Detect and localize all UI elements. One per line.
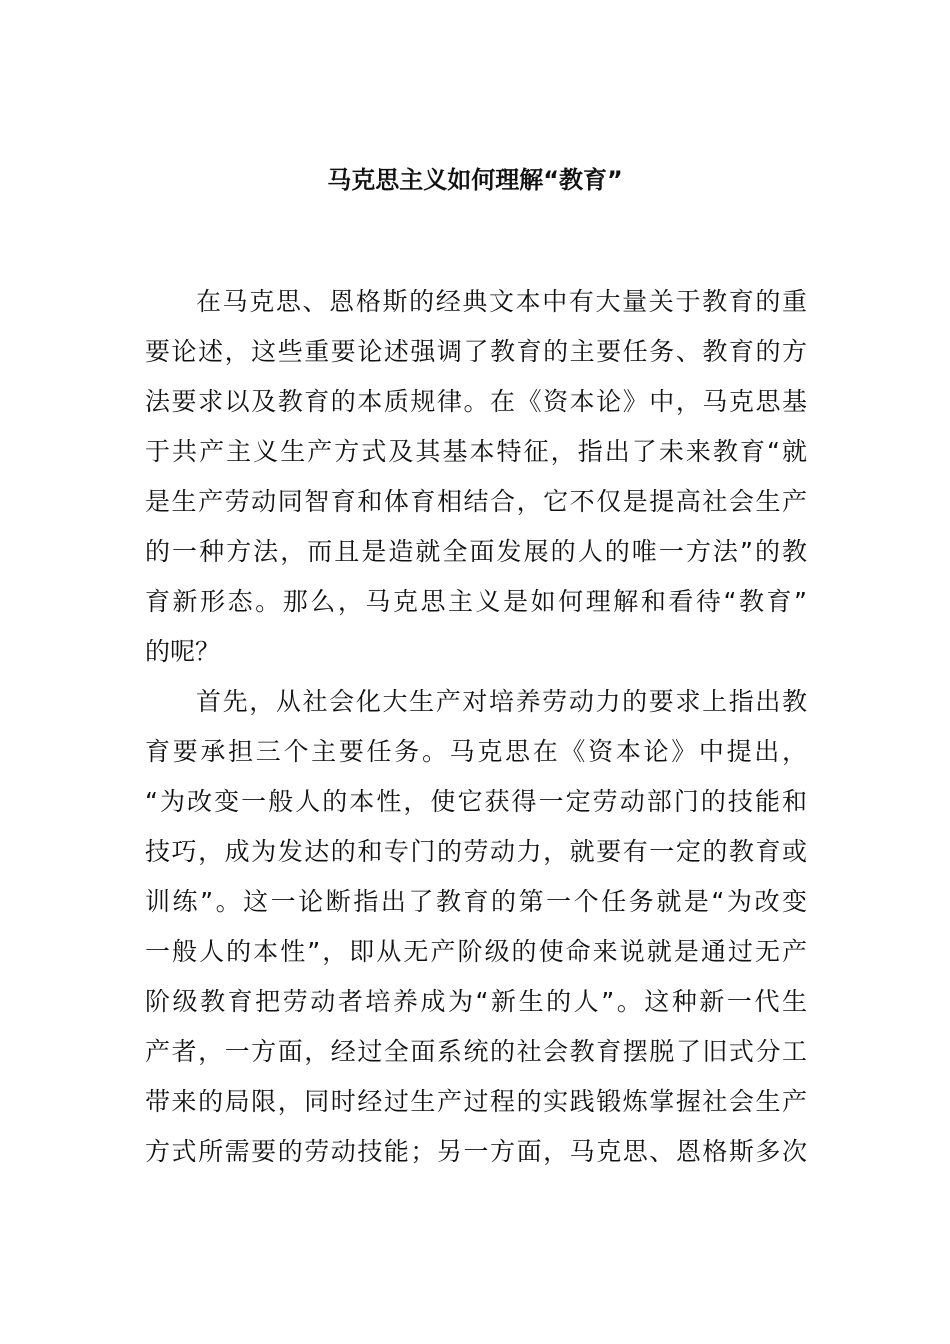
paragraph-line: 于共产主义生产方式及其基本特征，指出了未来教育“就 [145, 437, 807, 466]
paragraph-line: 带来的局限，同时经过生产过程的实践锻炼掌握社会生产 [145, 1087, 807, 1116]
paragraph-line: 一般人的本性”，即从无产阶级的使命来说就是通过无产 [145, 937, 807, 966]
paragraph-line: 是生产劳动同智育和体育相结合，它不仅是提高社会生产 [145, 487, 807, 516]
paragraph-line: 在马克思、恩格斯的经典文本中有大量关于教育的重 [196, 287, 807, 316]
document-body [145, 277, 807, 1177]
paragraph-line: 技巧，成为发达的和专门的劳动力，就要有一定的教育或 [145, 837, 807, 866]
paragraph-line: 育要承担三个主要任务。马克思在《资本论》中提出， [145, 737, 807, 766]
paragraph-line: 训练”。这一论断指出了教育的第一个任务就是“为改变 [145, 887, 807, 916]
paragraph-line: “为改变一般人的本性，使它获得一定劳动部门的技能和 [145, 787, 807, 816]
paragraph-line: 法要求以及教育的本质规律。在《资本论》中，马克思基 [145, 387, 807, 416]
paragraph-line: 的呢？ [145, 637, 221, 666]
document-title: 马克思主义如何理解“教育” [327, 166, 623, 194]
paragraph-line: 阶级教育把劳动者培养成为“新生的人”。这种新一代生 [145, 987, 807, 1016]
paragraph-line: 首先，从社会化大生产对培养劳动力的要求上指出教 [196, 687, 807, 716]
paragraph-line: 方式所需要的劳动技能；另一方面，马克思、恩格斯多次 [145, 1137, 807, 1166]
paragraph-line: 产者，一方面，经过全面系统的社会教育摆脱了旧式分工 [145, 1037, 807, 1066]
paragraph-line: 的一种方法，而且是造就全面发展的人的唯一方法”的教 [145, 537, 807, 566]
paragraph-line: 要论述，这些重要论述强调了教育的主要任务、教育的方 [145, 337, 807, 366]
paragraph-line: 育新形态。那么，马克思主义是如何理解和看待“教育” [145, 587, 807, 616]
